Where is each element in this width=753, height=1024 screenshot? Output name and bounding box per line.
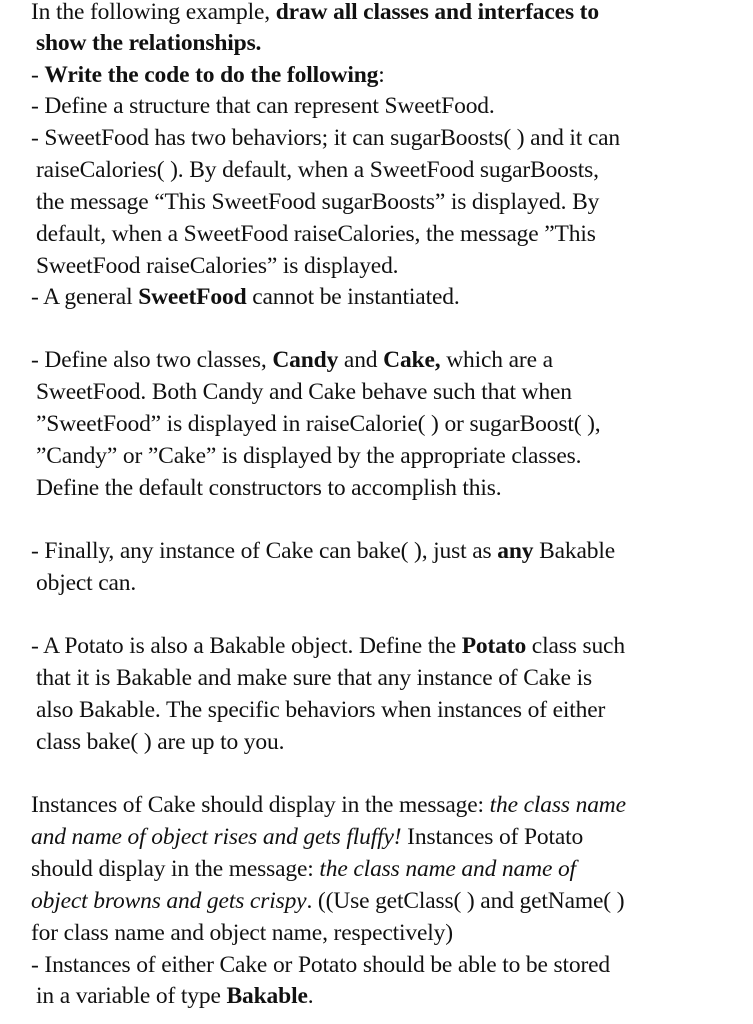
text-line: Instances of Cake should display in the message: the class name <box>31 792 626 818</box>
text-line: Define the default constructors to accomplish this. <box>36 475 502 501</box>
text-line: object can. <box>36 570 137 596</box>
text-line: - Instances of either Cake or Potato should be able to be stored <box>31 952 611 978</box>
text-line: default, when a SweetFood raiseCalories, the message ”This <box>36 221 596 247</box>
text-line: class bake( ) are up to you. <box>36 729 285 755</box>
text-line: - Define also two classes, Candy and Cake, which are a <box>31 347 553 373</box>
text-line: - A Potato is also a Bakable object. Define the Potato class such <box>31 633 625 659</box>
text-line: SweetFood raiseCalories” is displayed. <box>36 253 399 279</box>
text-line: that it is Bakable and make sure that any instance of Cake is <box>36 665 592 691</box>
text-line: in a variable of type Bakable. <box>36 983 314 1009</box>
text-line: - Finally, any instance of Cake can bake( ), just as any Bakable <box>31 538 616 564</box>
text-line: raiseCalories( ). By default, when a SweetFood sugarBoosts, <box>36 157 599 183</box>
text-line: and name of object rises and gets fluffy! Instances of Potato <box>31 824 584 850</box>
text-line: - A general SweetFood cannot be instantiated. <box>31 284 460 310</box>
text-line: also Bakable. The specific behaviors when instances of either <box>36 697 606 723</box>
text-line: ”Candy” or ”Cake” is displayed by the appropriate classes. <box>36 443 582 469</box>
text-line: - Write the code to do the following: <box>31 62 385 88</box>
text-line: the message “This SweetFood sugarBoosts” is displayed. By <box>36 189 600 215</box>
text-line: In the following example, draw all classes and interfaces to <box>31 0 599 25</box>
text-line: for class name and object name, respectively) <box>31 920 453 946</box>
text-line: - Define a structure that can represent SweetFood. <box>31 93 495 119</box>
text-line: - SweetFood has two behaviors; it can sugarBoosts( ) and it can <box>31 125 621 151</box>
text-line: ”SweetFood” is displayed in raiseCalorie( ) or sugarBoost( ), <box>36 411 601 437</box>
text-line: SweetFood. Both Candy and Cake behave such that when <box>36 379 572 405</box>
text-line: show the relationships. <box>36 30 262 56</box>
text-line: should display in the message: the class name and name of <box>31 856 576 882</box>
text-line: object browns and gets crispy. ((Use getClass( ) and getName( ) <box>31 888 625 914</box>
